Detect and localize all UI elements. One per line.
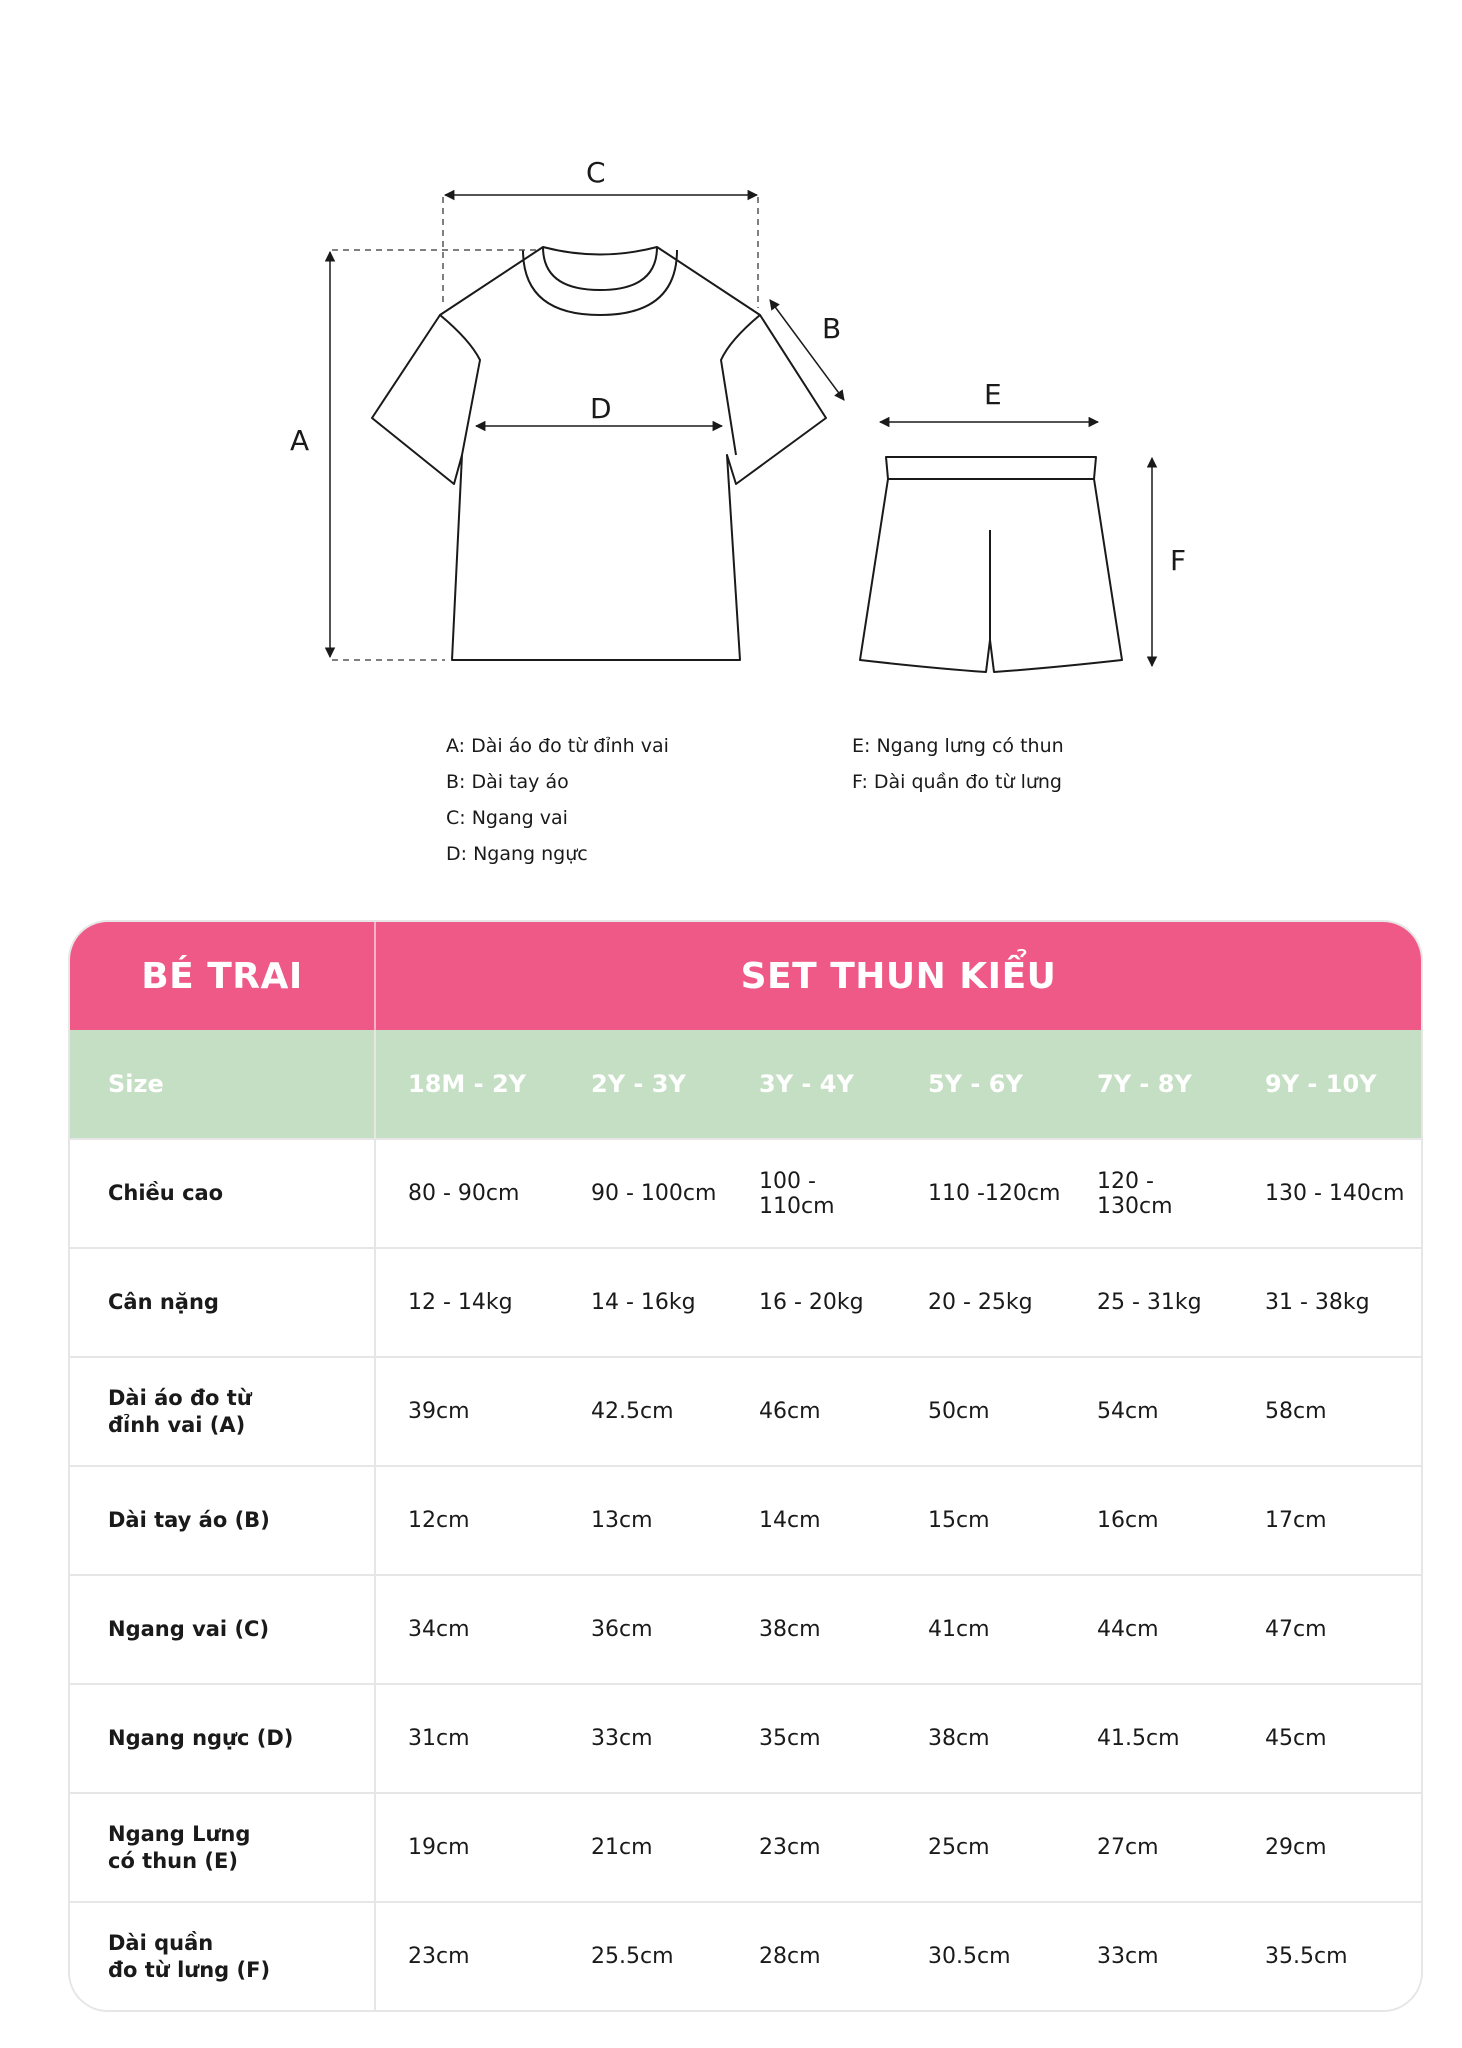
dimension-label-c: C: [586, 156, 606, 189]
table-cell: 35cm: [759, 1726, 821, 1751]
table-cell: 25.5cm: [591, 1944, 674, 1969]
dimension-label-b: B: [822, 312, 842, 345]
table-cell: 17cm: [1265, 1508, 1327, 1533]
table-row: [70, 1683, 1421, 1792]
row-label: Cân nặng: [70, 1249, 376, 1356]
table-cell: 27cm: [1097, 1835, 1159, 1860]
tshirt-outline: [372, 247, 826, 660]
table-cell: 19cm: [408, 1835, 470, 1860]
table-cell: 31cm: [408, 1726, 470, 1751]
legend-item: D: Ngang ngực: [446, 843, 588, 865]
table-cell: 33cm: [1097, 1944, 1159, 1969]
table-cell: 25 - 31kg: [1097, 1290, 1202, 1315]
table-cell: 41cm: [928, 1617, 990, 1642]
size-column-header: 7Y - 8Y: [1097, 1070, 1192, 1098]
table-cell: 29cm: [1265, 1835, 1327, 1860]
table-cell: 100 - 110cm: [759, 1168, 835, 1219]
table-row: [70, 1792, 1421, 1901]
group-label: BÉ TRAI: [70, 922, 376, 1030]
table-cell: 41.5cm: [1097, 1726, 1180, 1751]
table-cell: 90 - 100cm: [591, 1181, 717, 1206]
table-cell: 45cm: [1265, 1726, 1327, 1751]
table-cell: 39cm: [408, 1399, 470, 1424]
size-column-header: 3Y - 4Y: [759, 1070, 854, 1098]
row-label: Dài quần đo từ lưng (F): [70, 1903, 376, 2010]
table-cell: 38cm: [928, 1726, 990, 1751]
legend-shirt: [446, 728, 669, 872]
table-cell: 15cm: [928, 1508, 990, 1533]
table-row: [70, 1356, 1421, 1465]
dimension-label-f: F: [1170, 544, 1187, 577]
measurement-diagram: [0, 0, 1462, 900]
table-cell: 54cm: [1097, 1399, 1159, 1424]
table-cell: 14 - 16kg: [591, 1290, 696, 1315]
row-label: Ngang ngực (D): [70, 1685, 376, 1792]
dimension-label-e: E: [984, 378, 1002, 411]
size-row: [70, 1030, 1421, 1138]
table-cell: 30.5cm: [928, 1944, 1011, 1969]
size-column-header: 9Y - 10Y: [1265, 1070, 1377, 1098]
table-cell: 33cm: [591, 1726, 653, 1751]
table-cell: 20 - 25kg: [928, 1290, 1033, 1315]
size-column-header: 18M - 2Y: [408, 1070, 527, 1098]
table-cell: 28cm: [759, 1944, 821, 1969]
table-cell: 120 - 130cm: [1097, 1168, 1173, 1219]
legend-item: A: Dài áo đo từ đỉnh vai: [446, 735, 669, 757]
table-cell: 130 - 140cm: [1265, 1181, 1405, 1206]
legend-shorts: [852, 728, 1064, 800]
table-cell: 110 -120cm: [928, 1181, 1061, 1206]
table-cell: 80 - 90cm: [408, 1181, 520, 1206]
size-column-header: 5Y - 6Y: [928, 1070, 1023, 1098]
table-row: [70, 1574, 1421, 1683]
table-cell: 36cm: [591, 1617, 653, 1642]
table-cell: 12cm: [408, 1508, 470, 1533]
table-cell: 46cm: [759, 1399, 821, 1424]
size-column-header: 2Y - 3Y: [591, 1070, 686, 1098]
table-cell: 44cm: [1097, 1617, 1159, 1642]
table-cell: 50cm: [928, 1399, 990, 1424]
table-row: [70, 1901, 1421, 2010]
row-label: Dài tay áo (B): [70, 1467, 376, 1574]
table-cell: 31 - 38kg: [1265, 1290, 1370, 1315]
size-label: Size: [70, 1030, 376, 1138]
legend-item: E: Ngang lưng có thun: [852, 735, 1064, 757]
table-title: SET THUN KIỂU: [740, 955, 1057, 997]
table-cell: 14cm: [759, 1508, 821, 1533]
table-cell: 23cm: [408, 1944, 470, 1969]
table-cell: 12 - 14kg: [408, 1290, 513, 1315]
table-cell: 42.5cm: [591, 1399, 674, 1424]
table-cell: 23cm: [759, 1835, 821, 1860]
table-cell: 38cm: [759, 1617, 821, 1642]
table-row: [70, 1138, 1421, 1247]
garment-illustration: [0, 0, 1462, 900]
shorts-outline: [860, 457, 1122, 672]
row-label: Ngang Lưng có thun (E): [70, 1794, 376, 1901]
dimension-label-a: A: [290, 424, 310, 457]
row-label: Dài áo đo từ đỉnh vai (A): [70, 1358, 376, 1465]
table-cell: 34cm: [408, 1617, 470, 1642]
legend-item: B: Dài tay áo: [446, 771, 569, 793]
row-label: Chiều cao: [70, 1140, 376, 1247]
table-cell: 16 - 20kg: [759, 1290, 864, 1315]
table-row: [70, 1465, 1421, 1574]
table-cell: 13cm: [591, 1508, 653, 1533]
table-cell: 21cm: [591, 1835, 653, 1860]
table-cell: 58cm: [1265, 1399, 1327, 1424]
legend-item: F: Dài quần đo từ lưng: [852, 771, 1062, 793]
table-cell: 47cm: [1265, 1617, 1327, 1642]
table-row: [70, 1247, 1421, 1356]
size-chart-table: [68, 920, 1423, 2012]
dimension-label-d: D: [590, 392, 612, 425]
table-header-row: [70, 922, 1421, 1030]
legend-item: C: Ngang vai: [446, 807, 568, 829]
table-cell: 35.5cm: [1265, 1944, 1348, 1969]
table-cell: 25cm: [928, 1835, 990, 1860]
row-label: Ngang vai (C): [70, 1576, 376, 1683]
table-cell: 16cm: [1097, 1508, 1159, 1533]
